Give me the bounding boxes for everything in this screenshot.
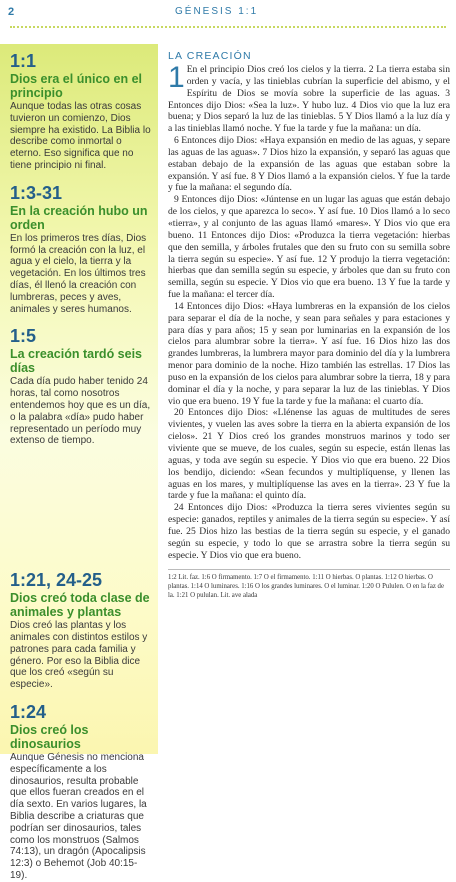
header-rule <box>10 26 446 28</box>
sidebar-text: En los primeros tres días, Dios formó la creación con la luz, el agua y el cielo, la tierra y la vegetación. En los últimos tres días, él llenó la creación con lumbreras, peces y aves, animales y seres humanos. <box>10 232 147 315</box>
sidebar-entry <box>10 571 152 691</box>
footnotes: 1:2 Lit. faz. 1:6 O firmamento. 1:7 O el firmamento. 1:11 O hierbas. O plantas. 1:12 O hierbas. O plantas. 1:14 O luminares. 1:16 O los grandes luminares. O el luminar. 1:20 O Pululen. O en la faz de la. 1:21 O pululan. Lit. ave alada <box>168 569 450 600</box>
paragraph: 24 Entonces dijo Dios: «Produzca la tierra seres vivientes según su especie: ganados, reptiles y animales de la tierra según su especie». Y así fue. 25 Dios hizo las bestias de la tierra según su especie, y el ganado según su especie, y todo lo que se arrastra sobre la tierra según su especie. Y Dios vio que era bueno. <box>168 502 450 561</box>
paragraph <box>168 61 450 135</box>
sidebar-title: La creación tardó seis días <box>10 347 143 376</box>
paragraph: 20 Entonces dijo Dios: «Llénense las aguas de multitudes de seres vivientes, y vuelen las aves sobre la tierra en la abierta expansión de los cielos». 21 Y Dios creó los grandes monstruos marinos y todo ser viviente que se mueve, de los cuales, según su especie, están llenas las aguas, y toda ave según su especie. Y Dios vio que era bueno. 22 Dios los bendijo, diciendo: «Sean fecundos y multiplíquense, y llenen las aguas en los mares, y multiplíquense las aves en la tierra». 23 Y fue la tarde y fue la mañana: el quinto día. <box>168 407 450 502</box>
sidebar-entry <box>10 52 152 172</box>
sidebar-title: Dios creó los dinosaurios <box>10 722 89 751</box>
paragraph: 14 Entonces dijo Dios: «Haya lumbreras en la expansión de los cielos para separar el día de la noche, y sean para señales y para estaciones y para días y para años; 15 y sean por luminarias en la expansión de los cielos para alumbrar sobre la tierra». Y así fue. 16 Dios hizo las dos grandes lumbreras, la lumbrera mayor para dominio del día y la lumbrera menor para dominio de la noche. Hizo también las estrellas. 17 Dios las puso en la expansión de los cielos para alumbrar sobre la tierra, 18 y para dominar el día y la noche, y para separar la luz de las tinieblas. Y Dios vio que era bueno. 19 Y fue la tarde y fue la mañana: el cuarto día. <box>168 300 450 407</box>
page-number: 2 <box>8 6 15 18</box>
sidebar-text: Aunque todas las otras cosas tuvieron un comienzo, Dios siempre ha existido. La Biblia lo describe como inmortal o eterno. Eso significa que no tiene principio ni final. <box>10 101 151 171</box>
sidebar-ref: 1:3-31 <box>10 182 63 203</box>
sidebar-text: Dios creó las plantas y los animales con distintos estilos y patrones para cada familia y género. Por eso la Biblia dice que los creó «según su especie». <box>10 620 148 691</box>
paragraph-text: En el principio Dios creó los cielos y la tierra. 2 La tierra estaba sin orden y vacía, y las tinieblas cubrían la superficie del abismo, y el Espíritu de Dios se movía sobre la superficie de las aguas. 3 Entonces dijo Dios: «Sea la luz». Y hubo luz. 4 Dios vio que la luz era buena; y Dios separó la luz de las tinieblas. 5 Y Dios llamó a la luz día y a las tinieblas llamó noche. Y fue la tarde y fue la mañana: un día. <box>168 64 450 135</box>
paragraph: 6 Entonces dijo Dios: «Haya expansión en medio de las aguas, y separe las aguas de las aguas». 7 Dios hizo la expansión, y separó las aguas que estaban debajo de la expansión de las aguas que estaban sobre la expansión. Y así fue. 8 Y Dios llamó a la expansión cielos. Y fue la tarde y fue la mañana: el segundo día. <box>168 135 450 194</box>
section-heading: LA CREACIÓN <box>168 50 252 62</box>
sidebar-title: Dios creó toda clase de animales y plantas <box>10 591 150 620</box>
sidebar-spacer <box>10 459 152 571</box>
sidebar-ref: 1:21, 24-25 <box>10 570 103 591</box>
sidebar-ref: 1:5 <box>10 326 37 347</box>
chapter-drop-cap: 1 <box>168 61 185 94</box>
sidebar-text: Cada día pudo haber tenido 24 horas, tal como nosotros entendemos hoy que es un día, o la palabra «día» pudo haber representado un período muy extenso de tiempo. <box>10 376 151 447</box>
sidebar-ref: 1:24 <box>10 701 47 722</box>
sidebar-ref: 1:1 <box>10 51 37 71</box>
sidebar-entry <box>10 703 152 882</box>
sidebar-entry <box>10 184 152 316</box>
running-head: GÉNESIS 1:1 <box>175 6 259 17</box>
scripture-column <box>168 50 450 750</box>
paragraph: 9 Entonces dijo Dios: «Júntense en un lugar las aguas que están debajo de los cielos, y que aparezca lo seco». Y así fue. 10 Dios llamó a lo seco «tierra», y al conjunto de las aguas llamó «mares». Y Dios vio que era bueno. 11 Entonces dijo Dios: «Produzca la tierra vegetación: hierbas que den semilla, y árboles frutales que den su fruto con su semilla sobre la tierra según su especie». Y así fue. 12 Y produjo la tierra vegetación: hierbas que dan semilla según su especie, y árboles que dan su fruto con semilla, según su especie. Y Dios vio que era bueno. 13 Y fue la tarde y fue la mañana: el tercer día. <box>168 194 450 301</box>
sidebar-title: Dios era el único en el principio <box>10 72 142 100</box>
sidebar-entry <box>10 327 152 447</box>
sidebar-text: Aunque Génesis no menciona específicamente a los dinosaurios, resulta probable que ellos fueran creados en el día sexto. En varios lugares, la Biblia describe a criaturas que podrían ser dinosaurios, tales como los monstruos (Salmos 74:13), un dragón (Apocalipsis 12:3) o Behemot (Job 40:15-19). <box>10 751 147 881</box>
sidebar-notes <box>0 44 158 881</box>
sidebar-title: En la creación hubo un orden <box>10 203 148 232</box>
